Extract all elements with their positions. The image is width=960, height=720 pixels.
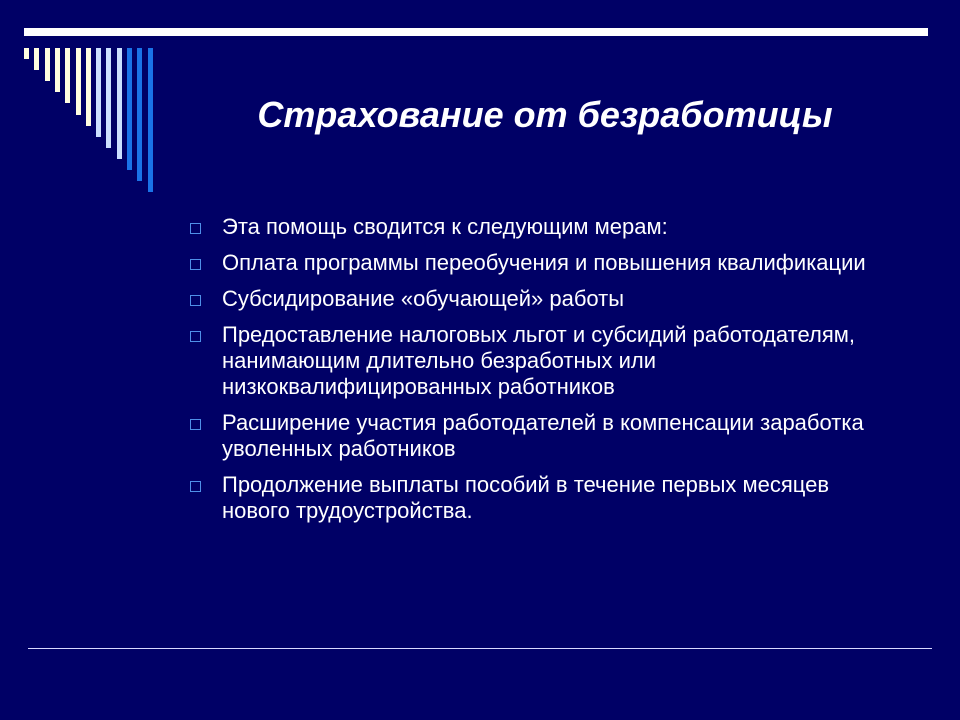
bullet-item	[188, 410, 868, 462]
square-bullet-icon	[190, 481, 201, 492]
decorative-stripe	[55, 48, 60, 92]
decorative-stripe	[34, 48, 39, 70]
bottom-divider	[28, 648, 932, 649]
decorative-stripe	[106, 48, 111, 148]
bullet-item	[188, 214, 868, 240]
bullet-item	[188, 286, 868, 312]
decorative-stripe	[65, 48, 70, 103]
square-bullet-icon	[190, 419, 201, 430]
decorative-stripe	[96, 48, 101, 137]
decorative-stripe	[45, 48, 50, 81]
bullet-text: Оплата программы переобучения и повышения квалификации	[222, 250, 866, 275]
decorative-stripe	[117, 48, 122, 159]
decorative-stripe	[127, 48, 132, 170]
decorative-stripe	[86, 48, 91, 126]
bullet-text: Продолжение выплаты пособий в течение первых месяцев нового трудоустройства.	[222, 472, 830, 523]
bullet-item	[188, 472, 868, 524]
slide-title: Страхование от безработицы	[257, 94, 833, 135]
bullet-text: Эта помощь сводится к следующим мерам:	[222, 214, 668, 239]
bullet-item	[188, 322, 868, 400]
decorative-stripe	[137, 48, 142, 181]
decorative-stripe	[24, 48, 29, 59]
bullet-list	[188, 214, 868, 534]
square-bullet-icon	[190, 295, 201, 306]
bullet-item	[188, 250, 868, 276]
square-bullet-icon	[190, 223, 201, 234]
decorative-stripe	[76, 48, 81, 115]
bullet-text: Расширение участия работодателей в компенсации заработка уволенных работников	[222, 410, 864, 461]
square-bullet-icon	[190, 259, 201, 270]
bullet-text: Предоставление налоговых льгот и субсидий работодателям, нанимающим длительно безработных или низкоквалифицированных работников	[222, 322, 855, 399]
bullet-text: Субсидирование «обучающей» работы	[222, 286, 625, 311]
top-decorative-bar	[24, 28, 928, 36]
square-bullet-icon	[190, 331, 201, 342]
